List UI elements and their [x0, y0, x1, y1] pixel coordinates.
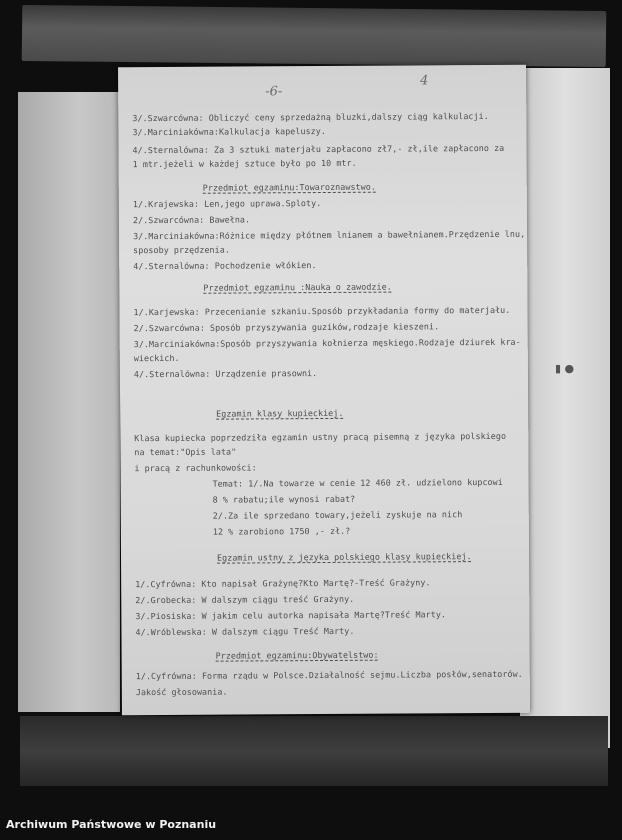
section-heading: Egzamin klasy kupieckiej. [216, 407, 344, 419]
right-margin-mark: ▮ ● [555, 362, 575, 375]
exam-line: 3/.Marciniakówna:Kalkulacja kapeluszy. [132, 125, 326, 138]
section-heading: Przedmiot egzaminu :Nauka o zawodzie. [203, 281, 392, 293]
section-heading: Egzamin ustny z języka polskiego klasy kupieckiej. [216, 551, 472, 563]
left-underlying-sheet [18, 92, 120, 712]
top-paper-strip [22, 5, 607, 67]
exam-line: 2/.Szwarcówna: Sposób przyszywania guzików,rodzaje kieszeni. [133, 321, 440, 334]
archive-footer-credit: Archiwum Państwowe w Poznaniu [6, 818, 217, 831]
exam-line: Jakość głosowania. [135, 686, 228, 698]
exam-line: 4/.Sternalówna: Za 3 sztuki materjału zapłacono zł7,- zł,ile zapłacono za [132, 142, 505, 156]
exam-line: Klasa kupiecka poprzedziła egzamin ustny pracą pisemną z języka polskiego [134, 430, 507, 444]
exam-line: 2/.Za ile sprzedano towary,jeżeli zyskuje na nich [212, 509, 463, 521]
exam-line: 1/.Karjewska: Przecenianie szkaniu.Sposób przykładania formy do materjału. [133, 304, 511, 318]
section-heading: Przedmiot egzaminu:Towaroznawstwo. [202, 181, 376, 193]
section-heading: Przedmiot egzaminu:Obywatelstwo: [215, 649, 379, 661]
typed-document-page [118, 65, 530, 715]
exam-line: 3/.Marciniakówna:Różnice między płótnem lnianem a bawełnianem.Przędzenie lnu, [133, 228, 526, 242]
exam-line: 4/.Sternalówna: Urządzenie prasowni. [133, 368, 318, 380]
exam-line: 1/.Cyfrówna: Kto napisał Grażynę?Kto Martę?-Treść Grażyny. [135, 577, 431, 590]
bottom-dark-band [20, 716, 608, 786]
right-underlying-sheet [520, 68, 610, 748]
page-number: -6- [265, 84, 283, 100]
exam-line: 1/.Cyfrówna: Forma rządu w Polsce.Działalność sejmu.Liczba posłów,senatorów. [135, 668, 523, 682]
exam-line: 8 % rabatu;ile wynosi rabat? [212, 493, 356, 505]
exam-line: Temat: 1/.Na towarze w cenie 12 460 zł. udzielono kupcowi [212, 476, 503, 489]
exam-line: 4/.Sternalówna: Pochodzenie włókien. [133, 260, 317, 272]
exam-line: i pracą z rachunkowości: [134, 462, 257, 474]
exam-line: sposoby przędzenia. [133, 244, 230, 256]
exam-line: 3/.Marciniakówna:Sposób przyszywania kołnierza męskiego.Rodzaje dziurek kra- [133, 336, 521, 350]
exam-line: 1/.Krajewska: Len,jego uprawa.Sploty. [132, 198, 322, 210]
exam-line: wieckich. [133, 352, 180, 364]
exam-line: 2/.Grobecka: W dalszym ciągu treść Grażyny. [135, 593, 355, 606]
exam-line: 2/.Szwarcówna: Bawełna. [132, 214, 251, 226]
exam-line: na temat:"Opis lata" [134, 446, 237, 458]
exam-line: 12 % zarobiono 1750 ,- zł.? [212, 525, 351, 537]
handwritten-sheet-mark: 4 [420, 73, 429, 89]
exam-line: 4/.Wróblewska: W dalszym ciągu Treść Marty. [135, 625, 355, 638]
exam-line: 3/.Szwarcówna: Obliczyć ceny sprzedażną bluzki,dalszy ciąg kalkulacji. [132, 110, 489, 124]
exam-line: 1 mtr.jeżeli w każdej sztuce było po 10 mtr. [132, 157, 357, 170]
exam-line: 3/.Piosiska: W jakim celu autorka napisała Martę?Treść Marty. [135, 609, 447, 622]
